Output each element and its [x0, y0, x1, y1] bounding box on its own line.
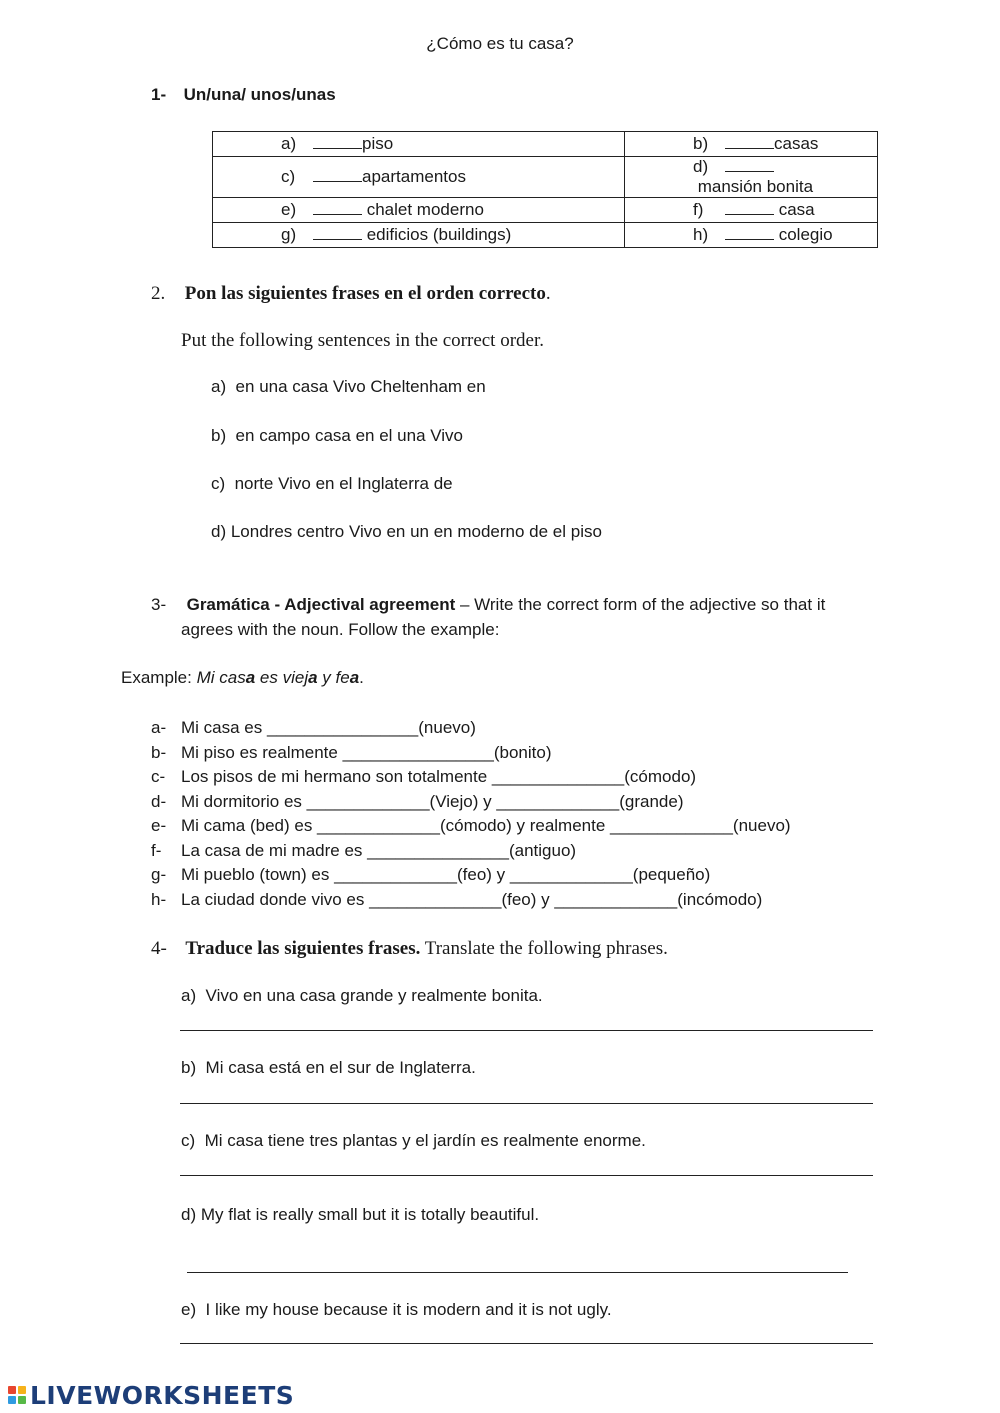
list-item: b- Mi piso es realmente ________________(bonito)	[151, 743, 552, 762]
logo-mark-icon	[8, 1386, 26, 1404]
answer-blank[interactable]	[313, 134, 362, 149]
table-row	[213, 157, 878, 198]
logo-square	[8, 1396, 16, 1404]
list-item: e) I like my house because it is modern and it is not ugly.	[181, 1300, 612, 1319]
list-item: c) norte Vivo en el Inglaterra de	[211, 474, 453, 493]
table-cell: e) chalet moderno	[213, 198, 625, 223]
section2-subtitle: Put the following sentences in the correct order.	[181, 330, 545, 351]
list-item: c- Los pisos de mi hermano son totalmente ______________(cómodo)	[151, 767, 697, 786]
answer-blank[interactable]	[313, 200, 362, 215]
table-cell: a) piso	[213, 132, 625, 157]
list-item: a- Mi casa es ________________(nuevo)	[151, 718, 476, 737]
answer-line[interactable]	[180, 1103, 873, 1104]
answer-line[interactable]	[187, 1272, 848, 1273]
answer-line[interactable]	[180, 1175, 873, 1176]
list-item: d) My flat is really small but it is totally beautiful.	[181, 1205, 540, 1224]
table-cell: b) casas	[625, 132, 878, 157]
section1-title: Un/una/ unos/unas	[183, 85, 336, 104]
section3-instruction: agrees with the noun. Follow the example:	[181, 620, 500, 639]
list-item: a) en una casa Vivo Cheltenham en	[211, 377, 486, 396]
example-sentence: Example: Mi casa es vieja y fea.	[121, 668, 364, 687]
logo-square	[8, 1386, 16, 1394]
table-cell: d) mansión bonita	[625, 157, 878, 198]
logo-square	[18, 1386, 26, 1394]
table-cell: g) edificios (buildings)	[213, 223, 625, 248]
list-item: b) Mi casa está en el sur de Inglaterra.	[181, 1058, 476, 1077]
list-item: f- La casa de mi madre es _______________(antiguo)	[151, 841, 577, 860]
table-row	[213, 132, 878, 157]
section1-heading	[151, 85, 336, 105]
section4-title: Traduce las siguientes frases.	[185, 938, 421, 959]
list-item: d- Mi dormitorio es _____________(Viejo) y _____________(grande)	[151, 792, 684, 811]
section4-heading: 4- Traduce las siguientes frases. Translate the following phrases.	[151, 938, 668, 959]
articles-table	[212, 131, 878, 248]
page-title: ¿Cómo es tu casa?	[426, 34, 574, 53]
liveworksheets-logo	[8, 1381, 294, 1409]
table-cell: c) apartamentos	[213, 157, 625, 198]
section3-number: 3-	[151, 595, 167, 614]
list-item: h- La ciudad donde vivo es ______________(feo) y _____________(incómodo)	[151, 890, 763, 909]
table-row	[213, 198, 878, 223]
answer-blank[interactable]	[313, 167, 362, 182]
section3-heading: 3- Gramática - Adjectival agreement – Write the correct form of the adjective so that it	[151, 595, 826, 614]
answer-blank[interactable]	[725, 134, 774, 149]
list-item: a) Vivo en una casa grande y realmente bonita.	[181, 986, 543, 1005]
table-row	[213, 223, 878, 248]
answer-blank[interactable]	[725, 200, 774, 215]
answer-blank[interactable]	[313, 225, 362, 240]
section3-title: Gramática - Adjectival agreement	[186, 595, 456, 614]
section1-number: 1-	[151, 85, 167, 104]
answer-blank[interactable]	[725, 225, 774, 240]
section4-number: 4-	[151, 938, 167, 959]
list-item: e- Mi cama (bed) es _____________(cómodo) y realmente _____________(nuevo)	[151, 816, 791, 835]
list-item: g- Mi pueblo (town) es _____________(feo) y _____________(pequeño)	[151, 865, 711, 884]
answer-blank[interactable]	[725, 157, 774, 172]
list-item: d) Londres centro Vivo en un en moderno de el piso	[211, 522, 602, 541]
answer-line[interactable]	[180, 1030, 873, 1031]
section2-heading: 2. Pon las siguientes frases en el orden correcto.	[151, 283, 551, 304]
section2-number: 2.	[151, 283, 166, 304]
table-cell: h) colegio	[625, 223, 878, 248]
logo-square	[18, 1396, 26, 1404]
logo-text: LIVEWORKSHEETS	[30, 1380, 295, 1410]
list-item: b) en campo casa en el una Vivo	[211, 426, 464, 445]
table-cell: f) casa	[625, 198, 878, 223]
list-item: c) Mi casa tiene tres plantas y el jardín es realmente enorme.	[181, 1131, 646, 1150]
answer-line[interactable]	[180, 1343, 873, 1344]
section2-title: Pon las siguientes frases en el orden correcto	[184, 283, 546, 304]
